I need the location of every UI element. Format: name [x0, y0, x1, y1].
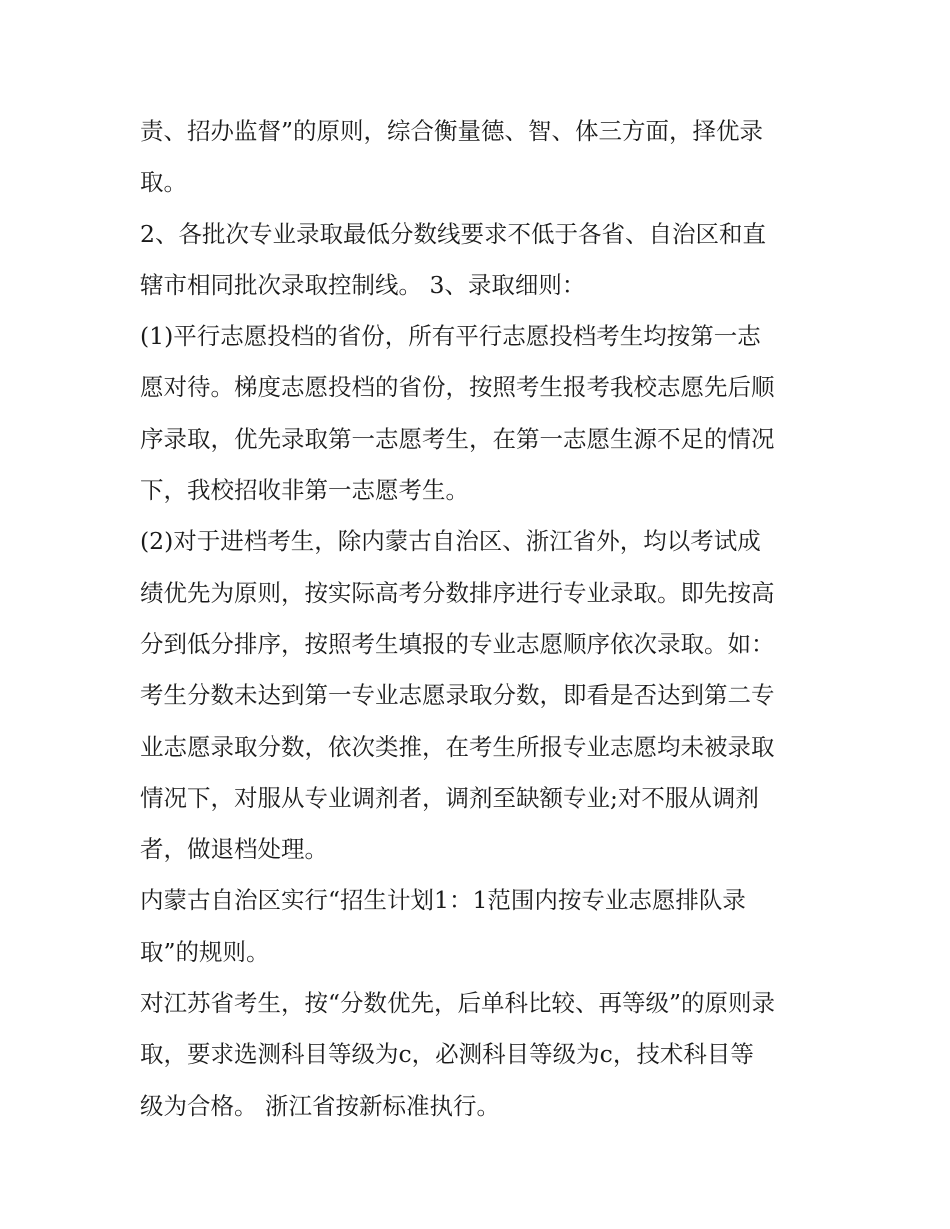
text-line: 分到低分排序，按照考生填报的专业志愿顺序依次录取。如：: [140, 629, 775, 658]
text-line: 业志愿录取分数，依次类推，在考生所报专业志愿均未被录取: [140, 732, 775, 761]
text-line: 情况下，对服从专业调剂者，调剂至缺额专业;对不服从调剂: [140, 783, 759, 812]
text-line: 取。: [140, 168, 187, 197]
text-line: 取”的规则。: [140, 937, 270, 966]
text-line: 2、各批次专业录取最低分数线要求不低于各省、自治区和直: [140, 219, 766, 248]
text-line: 下，我校招收非第一志愿考生。: [140, 476, 469, 505]
text-line: 绩优先为原则，按实际高考分数排序进行专业录取。即先按高: [140, 578, 775, 607]
text-line: 辖市相同批次录取控制线。 3、录取细则：: [140, 270, 586, 299]
text-line: 责、招办监督”的原则，综合衡量德、智、体三方面，择优录: [140, 117, 764, 145]
text-line: 级为合格。 浙江省按新标准执行。: [140, 1091, 500, 1120]
text-line: 考生分数未达到第一专业志愿录取分数，即看是否达到第二专: [140, 681, 775, 710]
text-line: (2)对于进档考生，除内蒙古自治区、浙江省外，均以考试成: [140, 527, 761, 556]
text-line: 序录取，优先录取第一志愿考生，在第一志愿生源不足的情况: [140, 424, 775, 453]
text-line: 者，做退档处理。: [140, 835, 328, 864]
text-line: 内蒙古自治区实行“招生计划1：1范围内按专业志愿排队录: [140, 886, 746, 915]
text-line: 愿对待。梯度志愿投档的省份，按照考生报考我校志愿先后顺: [140, 373, 775, 402]
text-line: (1)平行志愿投档的省份，所有平行志愿投档考生均按第一志: [140, 322, 761, 351]
document-body: [140, 106, 830, 1132]
text-line: 取，要求选测科目等级为c，必测科目等级为c，技术科目等: [140, 1040, 754, 1069]
text-line: 对江苏省考生，按“分数优先，后单科比较、再等级”的原则录: [140, 989, 776, 1018]
